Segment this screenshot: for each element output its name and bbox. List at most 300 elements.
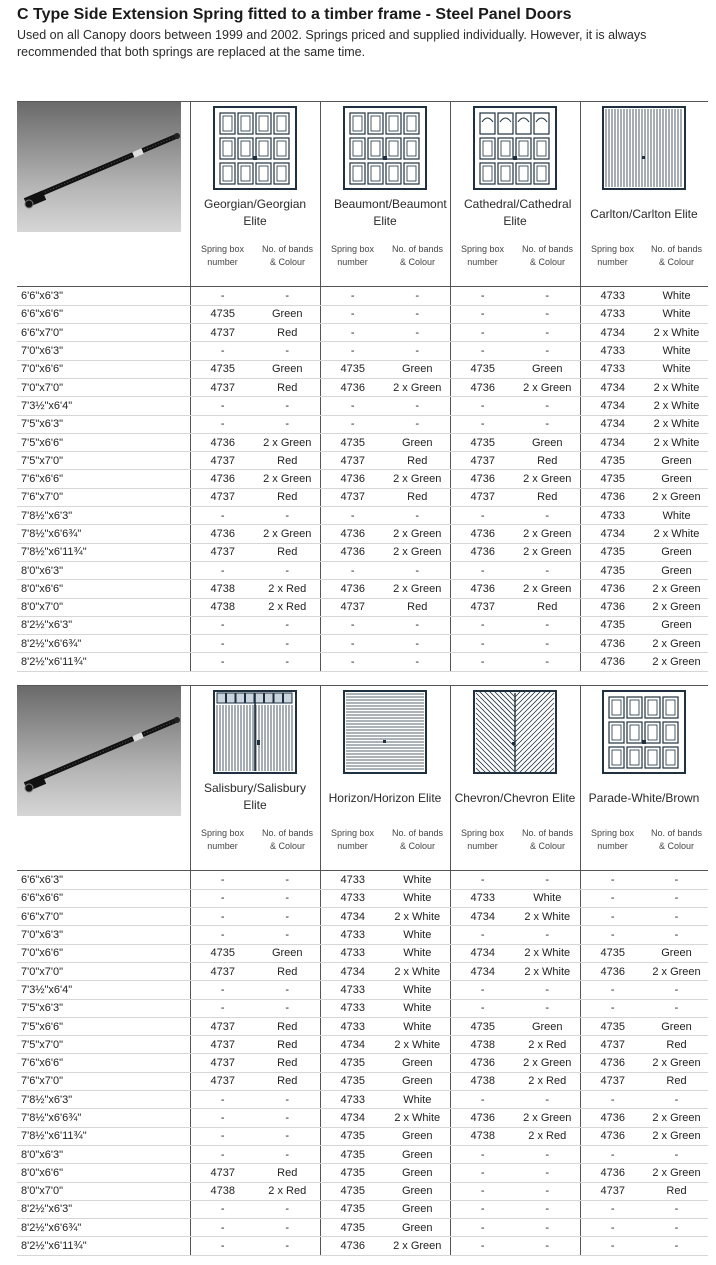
door-size-cell: 7'0"x6'6" [17,944,190,962]
spring-box-cell: 4738 [450,1072,515,1090]
spring-box-cell: - [580,1200,645,1218]
spring-box-cell: 4735 [580,944,645,962]
spring-photo [17,102,181,232]
bands-colour-cell: Green [385,1200,450,1218]
spring-box-cell: 4734 [580,525,645,543]
door-size-cell: 7'6"x6'6" [17,1054,190,1072]
door-size-cell: 8'0"x6'3" [17,561,190,579]
spring-box-cell: 4737 [190,1054,255,1072]
table-row [17,1072,708,1090]
column-rule [190,101,191,287]
door-size-cell: 7'6"x6'6" [17,470,190,488]
spring-box-heading [580,827,645,853]
door-name: Chevron/Chevron Elite [454,791,576,805]
spring-box-cell: 4735 [580,470,645,488]
table-row [17,598,708,616]
bands-colour-cell: 2 x White [385,908,450,926]
door-size-cell: 7'3½"x6'4" [17,981,190,999]
bands-colour-cell: Red [255,962,320,980]
spring-box-cell: 4736 [580,598,645,616]
subhead-line: Spring box [590,828,635,838]
bands-colour-cell: Green [385,1145,450,1163]
spring-box-heading [190,243,255,269]
spring-box-cell: 4735 [320,1054,385,1072]
bands-colour-cell: Red [515,452,580,470]
door-size-cell: 8'0"x6'3" [17,1145,190,1163]
table-row [17,525,708,543]
bands-colour-cell: - [515,871,580,889]
spring-box-cell: 4736 [450,1109,515,1127]
door-size-cell: 7'8½"x6'6¾" [17,525,190,543]
spring-box-cell: - [190,1200,255,1218]
bands-colour-cell: - [255,1109,320,1127]
door-size-cell: 7'6"x7'0" [17,488,190,506]
spring-box-cell: 4733 [580,507,645,525]
table-row [17,616,708,634]
spring-box-cell: 4735 [190,305,255,323]
table-row [17,1017,708,1035]
bands-colour-cell: Green [385,1219,450,1237]
door-size-cell: 6'6"x6'6" [17,889,190,907]
spring-box-cell: - [450,635,515,653]
spring-box-cell: - [190,561,255,579]
subhead-line: Spring box [460,828,505,838]
bands-colour-cell: 2 x Green [645,1164,708,1182]
table-row [17,342,708,360]
door-size-cell: 7'8½"x6'3" [17,1091,190,1109]
bands-colour-cell: 2 x Red [255,598,320,616]
table-row [17,653,708,671]
bands-colour-cell: - [255,616,320,634]
subhead-line: & Colour [269,841,305,851]
bands-colour-cell: Green [645,470,708,488]
door-size-cell: 7'3½"x6'4" [17,397,190,415]
bands-colour-cell: - [645,1145,708,1163]
spring-box-cell: - [190,415,255,433]
spring-box-cell: - [190,981,255,999]
spring-box-cell: 4736 [580,580,645,598]
bands-colour-cell: - [645,1091,708,1109]
subhead-line: & Colour [658,841,694,851]
bands-colour-cell: - [255,1219,320,1237]
door-size-cell: 8'2½"x6'3" [17,616,190,634]
spring-box-cell: 4733 [320,1017,385,1035]
spring-box-heading [450,243,515,269]
bands-colour-cell: - [255,926,320,944]
bands-colour-cell: - [255,908,320,926]
bands-colour-cell: 2 x Green [515,580,580,598]
spring-box-cell: 4736 [580,1109,645,1127]
table-row [17,1036,708,1054]
bands-colour-cell: - [385,305,450,323]
door-size-cell: 6'6"x7'0" [17,908,190,926]
bands-colour-cell: White [385,889,450,907]
door-size-cell: 8'0"x7'0" [17,598,190,616]
bands-colour-cell: Red [645,1182,708,1200]
spring-box-cell: 4733 [320,871,385,889]
bands-colour-cell: Red [515,488,580,506]
bands-colour-cell: - [515,324,580,342]
bands-colour-cell: Red [255,488,320,506]
spring-table-section-1 [0,101,716,671]
bands-colour-cell: White [385,999,450,1017]
spring-box-cell: - [450,305,515,323]
spring-box-cell: 4734 [580,324,645,342]
spring-box-cell: - [320,305,385,323]
salisbury-door-icon [213,690,297,774]
bands-colour-cell: 2 x White [385,1036,450,1054]
bands-colour-cell: 2 x Green [645,1054,708,1072]
spring-box-cell: 4736 [190,525,255,543]
door-size-cell: 6'6"x6'6" [17,305,190,323]
spring-box-cell: - [580,1219,645,1237]
bands-colour-cell: - [255,653,320,671]
subhead-line: & Colour [658,257,694,267]
table-row [17,926,708,944]
bands-colour-cell: 2 x White [515,944,580,962]
bands-colour-cell: 2 x Green [645,1109,708,1127]
table-row [17,944,708,962]
spring-box-cell: - [450,287,515,305]
bands-colour-cell: - [255,397,320,415]
subhead-line: Spring box [460,244,505,254]
spring-box-cell: - [320,397,385,415]
bands-colour-cell: - [255,999,320,1017]
table-row [17,1145,708,1163]
bands-colour-cell: Green [645,616,708,634]
spring-box-cell: 4736 [450,580,515,598]
spring-photo [17,686,181,816]
subhead-line: Spring box [330,828,375,838]
spring-box-cell: - [190,889,255,907]
bands-colour-cell: Green [385,360,450,378]
spring-box-cell: - [450,1145,515,1163]
spring-box-cell: 4737 [450,488,515,506]
bands-colour-cell: Green [645,543,708,561]
spring-box-cell: 4734 [450,962,515,980]
bands-colour-cell: 2 x Red [255,580,320,598]
spring-box-cell: 4735 [190,360,255,378]
bands-colour-cell: 2 x Green [255,470,320,488]
door-size-cell: 8'2½"x6'11¾" [17,653,190,671]
carlton-door-icon [602,106,686,190]
door-size-cell: 7'8½"x6'6¾" [17,1109,190,1127]
spring-box-cell: - [450,1091,515,1109]
spring-box-cell: 4734 [580,397,645,415]
spring-box-cell: - [190,342,255,360]
bands-colour-cell: White [645,507,708,525]
table-row [17,433,708,451]
spring-box-cell: 4735 [450,433,515,451]
spring-box-cell: 4736 [320,1237,385,1255]
door-size-cell: 6'6"x7'0" [17,324,190,342]
spring-box-cell: 4735 [190,944,255,962]
bands-colour-cell: Green [385,1164,450,1182]
subhead-line: No. of bands [521,828,574,838]
spring-box-cell: - [190,999,255,1017]
spring-box-cell: 4733 [580,360,645,378]
bands-colour-cell: Green [515,1017,580,1035]
spring-box-cell: - [450,1200,515,1218]
georgian-door-icon [213,106,297,190]
subhead-line: number [207,841,238,851]
bands-colour-cell: - [515,635,580,653]
bands-colour-cell: - [645,999,708,1017]
bands-colour-cell: Green [255,944,320,962]
spring-box-cell: - [190,1109,255,1127]
spring-box-cell: 4737 [190,378,255,396]
bands-colour-cell: - [385,287,450,305]
bands-colour-cell: - [645,1237,708,1255]
spring-box-cell: 4736 [320,543,385,561]
bands-colour-cell: 2 x Green [645,962,708,980]
bands-colour-cell: - [385,635,450,653]
spring-box-cell: - [450,415,515,433]
bands-colour-cell: - [645,1200,708,1218]
spring-box-cell: 4736 [320,470,385,488]
spring-box-cell: 4733 [580,305,645,323]
bands-colour-cell: - [385,342,450,360]
bands-colour-cell: 2 x White [385,1109,450,1127]
door-size-cell: 6'6"x6'3" [17,871,190,889]
bands-colour-cell: Green [645,944,708,962]
subhead-line: No. of bands [650,244,703,254]
spring-box-cell: 4736 [580,635,645,653]
bands-colour-cell: Green [385,1127,450,1145]
door-size-cell: 7'0"x7'0" [17,962,190,980]
door-size-cell: 8'2½"x6'3" [17,1200,190,1218]
spring-box-cell: 4735 [580,543,645,561]
spring-box-heading [580,243,645,269]
spring-box-cell: 4736 [580,962,645,980]
bands-colour-cell: 2 x Green [385,580,450,598]
bands-colour-cell: Red [385,452,450,470]
bands-colour-cell: 2 x Red [515,1072,580,1090]
spring-box-cell: 4735 [320,433,385,451]
bands-colour-cell: 2 x Green [515,1054,580,1072]
bands-colour-heading [515,827,580,853]
bands-colour-cell: - [515,1200,580,1218]
bands-colour-cell: 2 x Green [385,378,450,396]
bands-colour-cell: - [515,397,580,415]
table-row [17,580,708,598]
table-row [17,871,708,889]
bands-colour-cell: Green [645,561,708,579]
table-row [17,305,708,323]
bands-colour-cell: Green [385,1054,450,1072]
bands-colour-cell: Green [515,360,580,378]
spring-box-cell: 4737 [190,488,255,506]
bands-colour-cell: - [255,1127,320,1145]
bands-colour-cell: 2 x Red [515,1036,580,1054]
subhead-line: number [337,841,368,851]
spring-box-heading [190,827,255,853]
bands-colour-cell: - [515,415,580,433]
spring-box-cell: - [190,653,255,671]
spring-box-cell: - [450,1219,515,1237]
subhead-line: number [467,841,498,851]
spring-box-cell: 4735 [320,1182,385,1200]
door-size-cell: 6'6"x6'3" [17,287,190,305]
spring-box-cell: 4735 [320,1200,385,1218]
bands-colour-cell: 2 x Green [255,525,320,543]
bands-colour-cell: 2 x White [645,397,708,415]
table-row [17,287,708,305]
table-row [17,1127,708,1145]
door-size-cell: 7'5"x6'3" [17,999,190,1017]
spring-box-cell: - [190,287,255,305]
table-row [17,1091,708,1109]
spring-box-cell: - [450,507,515,525]
page-title: C Type Side Extension Spring fitted to a timber frame - Steel Panel Doors [17,6,572,23]
spring-box-cell: 4737 [190,452,255,470]
spring-box-cell: 4733 [580,287,645,305]
spring-box-cell: 4735 [320,1145,385,1163]
spring-box-cell: 4733 [320,944,385,962]
spring-box-cell: 4736 [580,1164,645,1182]
bands-colour-cell: - [515,1145,580,1163]
subhead-line: number [467,257,498,267]
bands-colour-cell: 2 x Green [645,635,708,653]
spring-box-cell: 4737 [190,1036,255,1054]
table-row [17,397,708,415]
spring-box-cell: 4737 [190,962,255,980]
door-size-cell: 8'0"x6'6" [17,580,190,598]
bands-colour-cell: - [385,324,450,342]
door-size-cell: 7'8½"x6'11¾" [17,1127,190,1145]
table-row [17,1237,708,1255]
bands-colour-cell: Green [385,1072,450,1090]
spring-photo-frame [17,102,181,232]
door-size-cell: 8'2½"x6'11¾" [17,1237,190,1255]
bands-colour-cell: - [255,871,320,889]
spring-box-heading [320,243,385,269]
bands-colour-heading [645,827,708,853]
bands-colour-cell: Red [255,378,320,396]
door-size-cell: 7'8½"x6'11¾" [17,543,190,561]
spring-box-cell: 4735 [450,360,515,378]
subhead-line: Spring box [200,244,245,254]
spring-box-cell: - [190,1219,255,1237]
spring-box-cell: - [580,1091,645,1109]
bands-colour-cell: Green [255,360,320,378]
spring-box-cell: - [320,635,385,653]
spring-box-cell: 4737 [190,1072,255,1090]
chevron-door-icon [473,690,557,774]
subhead-line: & Colour [269,257,305,267]
door-size-cell: 7'5"x7'0" [17,1036,190,1054]
door-size-cell: 7'6"x7'0" [17,1072,190,1090]
bands-colour-cell: - [515,1164,580,1182]
spring-box-cell: 4735 [580,561,645,579]
spring-box-cell: - [580,889,645,907]
bands-colour-cell: White [645,360,708,378]
spring-box-cell: 4735 [580,616,645,634]
bands-colour-cell: Red [255,1072,320,1090]
spring-table [17,871,708,1256]
door-name: Beaumont/Beaumont Elite [334,197,447,228]
bands-colour-cell: White [645,305,708,323]
door-name: Cathedral/Cathedral Elite [464,197,572,228]
bands-colour-cell: - [515,305,580,323]
parade-door-icon [602,690,686,774]
bands-colour-cell: 2 x White [645,378,708,396]
spring-box-cell: 4737 [190,1164,255,1182]
spring-box-cell: 4738 [450,1127,515,1145]
spring-box-cell: 4737 [320,488,385,506]
spring-box-cell: 4735 [450,1017,515,1035]
door-name: Horizon/Horizon Elite [328,791,442,805]
subhead-line: & Colour [529,841,565,851]
table-row [17,889,708,907]
bands-colour-cell: - [385,653,450,671]
spring-box-cell: 4737 [450,452,515,470]
spring-box-cell: 4733 [450,889,515,907]
column-rule [450,101,451,287]
bands-colour-cell: Red [385,488,450,506]
spring-box-cell: 4738 [190,580,255,598]
bands-colour-cell: Red [645,1072,708,1090]
table-row [17,488,708,506]
spring-box-cell: 4734 [320,962,385,980]
spring-box-cell: - [190,616,255,634]
bands-colour-cell: - [385,507,450,525]
column-rule [190,685,191,871]
subhead-line: Spring box [590,244,635,254]
spring-box-cell: - [450,324,515,342]
spring-box-cell: - [450,653,515,671]
spring-box-cell: 4733 [580,342,645,360]
table-row [17,1219,708,1237]
bands-colour-cell: 2 x White [515,908,580,926]
spring-box-cell: 4736 [450,378,515,396]
door-name: Salisbury/Salisbury Elite [204,781,307,812]
spring-box-cell: 4736 [320,580,385,598]
bands-colour-heading [255,827,320,853]
table-row [17,908,708,926]
bands-colour-cell: - [515,981,580,999]
table-row [17,415,708,433]
bands-colour-cell: Green [515,433,580,451]
spring-box-cell: - [190,1127,255,1145]
spring-box-cell: - [450,1237,515,1255]
column-rule [450,685,451,871]
spring-box-cell: - [580,999,645,1017]
door-size-cell: 7'5"x6'6" [17,433,190,451]
door-name: Carlton/Carlton Elite [590,207,698,221]
spring-box-cell: 4734 [320,1036,385,1054]
bands-colour-heading [515,243,580,269]
spring-box-cell: 4733 [320,889,385,907]
column-rule [320,101,321,287]
spring-box-cell: - [450,1164,515,1182]
bands-colour-cell: 2 x Green [515,378,580,396]
bands-colour-cell: White [645,287,708,305]
bands-colour-cell: Red [255,543,320,561]
door-size-cell: 7'8½"x6'3" [17,507,190,525]
spring-box-cell: - [450,1182,515,1200]
spring-box-cell: 4734 [320,1109,385,1127]
spring-box-cell: - [580,1237,645,1255]
column-rule [580,101,581,287]
bands-colour-cell: White [385,1017,450,1035]
spring-box-cell: - [190,1091,255,1109]
spring-box-heading [320,827,385,853]
bands-colour-cell: - [515,1219,580,1237]
spring-box-cell: 4736 [580,488,645,506]
table-row [17,507,708,525]
subhead-line: No. of bands [261,244,314,254]
